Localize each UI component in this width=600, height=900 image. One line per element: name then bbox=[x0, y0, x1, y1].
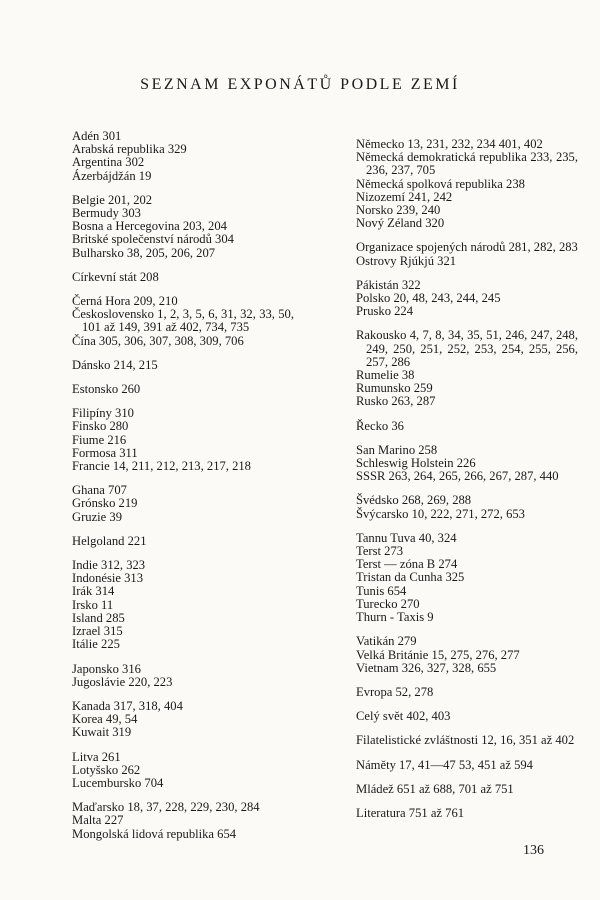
index-entry: Thurn - Taxis 9 bbox=[356, 610, 434, 625]
entry-group bbox=[356, 635, 578, 675]
entry-group bbox=[356, 807, 578, 820]
index-entry: Finsko 280 bbox=[72, 419, 129, 434]
page-title: SEZNAM EXPONÁTŮ PODLE ZEMÍ bbox=[140, 76, 460, 93]
entry-group bbox=[356, 734, 578, 747]
entry-group bbox=[356, 444, 578, 484]
index-entry: Terst — zóna B 274 bbox=[356, 557, 458, 572]
index-entry: Grónsko 219 bbox=[72, 496, 138, 511]
index-entry: Island 285 bbox=[72, 610, 125, 625]
index-entry: Vatikán 279 bbox=[356, 634, 417, 649]
index-entry: Francie 14, 211, 212, 213, 217, 218 bbox=[72, 459, 251, 474]
index-entry: Filatelistické zvláštnosti 12, 16, 351 až 402 bbox=[356, 733, 575, 748]
index-entry: Mládež 651 až 688, 701 až 751 bbox=[356, 781, 514, 796]
entry-group bbox=[356, 783, 578, 796]
index-entry: Argentina 302 bbox=[72, 155, 145, 170]
index-entry: Švýcarsko 10, 222, 271, 272, 653 bbox=[356, 506, 525, 521]
index-entry: Gruzie 39 bbox=[72, 509, 123, 524]
index-entry: Helgoland 221 bbox=[72, 533, 147, 548]
index-entry: Bosna a Hercegovina 203, 204 bbox=[72, 219, 227, 234]
index-entry: SSSR 263, 264, 265, 266, 267, 287, 440 bbox=[356, 469, 559, 484]
index-entry: Církevní stát 208 bbox=[72, 269, 159, 284]
index-entry: Nizozemí 241, 242 bbox=[356, 189, 453, 204]
entry-group bbox=[356, 279, 578, 319]
index-entry: Maďarsko 18, 37, 228, 229, 230, 284 bbox=[72, 800, 260, 815]
index-entry: Ghana 707 bbox=[72, 483, 127, 498]
index-entry: Rusko 263, 287 bbox=[356, 394, 436, 409]
index-entry: Izrael 315 bbox=[72, 624, 123, 639]
index-entry: Japonsko 316 bbox=[72, 661, 141, 676]
index-entry: Kuwait 319 bbox=[72, 725, 132, 740]
entry-group bbox=[72, 295, 294, 348]
index-entry: Pákistán 322 bbox=[356, 277, 421, 292]
index-entry: Malta 227 bbox=[72, 813, 124, 828]
index-entry: Filipíny 310 bbox=[72, 406, 134, 421]
index-entry: Literatura 751 až 761 bbox=[356, 805, 465, 820]
index-entry: Bulharsko 38, 205, 206, 207 bbox=[72, 245, 216, 260]
entry-group bbox=[356, 710, 578, 723]
index-entry: Náměty 17, 41—47 53, 451 až 594 bbox=[356, 757, 533, 772]
index-entry: Německá spolková republika 238 bbox=[356, 176, 525, 191]
index-entry: Fiume 216 bbox=[72, 432, 127, 447]
index-entry: Ostrovy Rjúkjú 321 bbox=[356, 253, 457, 268]
index-entry: Dánsko 214, 215 bbox=[72, 357, 158, 372]
entry-group bbox=[72, 383, 294, 396]
index-entry: Belgie 201, 202 bbox=[72, 192, 153, 207]
index-entry: Rakousko 4, 7, 8, 34, 35, 51, 246, 247, 248, 249, 250, 251, 252, 253, 254, 255, 256, 257, 286 bbox=[356, 328, 578, 369]
entry-group bbox=[356, 686, 578, 699]
index-entry: Terst 273 bbox=[356, 544, 404, 559]
entry-group bbox=[72, 535, 294, 548]
index-entry: Řecko 36 bbox=[356, 418, 404, 433]
entry-group bbox=[72, 663, 294, 689]
index-entry: Irsko 11 bbox=[72, 597, 114, 612]
index-entry: Tannu Tuva 40, 324 bbox=[356, 530, 457, 545]
entry-group bbox=[356, 759, 578, 772]
entry-group bbox=[356, 494, 578, 520]
index-entry: Litva 261 bbox=[72, 749, 121, 764]
index-entry: Prusko 224 bbox=[356, 304, 414, 319]
entry-group bbox=[356, 138, 578, 230]
entry-group bbox=[356, 329, 578, 408]
entry-group bbox=[72, 194, 294, 260]
index-entry: Turecko 270 bbox=[356, 596, 420, 611]
index-entry: Indonésie 313 bbox=[72, 571, 143, 586]
index-entry: Velká Británie 15, 275, 276, 277 bbox=[356, 647, 520, 662]
index-entry: Polsko 20, 48, 243, 244, 245 bbox=[356, 291, 501, 306]
index-entry: Korea 49, 54 bbox=[72, 712, 138, 727]
index-entry: Organizace spojených národů 281, 282, 283 bbox=[356, 240, 578, 255]
index-entry: Britské společenství národů 304 bbox=[72, 232, 234, 247]
index-entry: Švédsko 268, 269, 288 bbox=[356, 493, 472, 508]
index-entry: Německá demokratická republika 233, 235, 236, 237, 705 bbox=[356, 150, 578, 178]
index-entry: Celý svět 402, 403 bbox=[356, 709, 451, 724]
entry-group bbox=[356, 532, 578, 624]
index-entry: Evropa 52, 278 bbox=[356, 684, 434, 699]
index-entry: Československo 1, 2, 3, 5, 6, 31, 32, 33, 50, 101 až 149, 391 až 402, 734, 735 bbox=[72, 307, 294, 335]
entry-group bbox=[72, 801, 294, 841]
index-entry: Rumunsko 259 bbox=[356, 381, 433, 396]
index-entry: Irák 314 bbox=[72, 584, 115, 599]
page-number: 136 bbox=[523, 843, 544, 858]
index-entry: Vietnam 326, 327, 328, 655 bbox=[356, 660, 497, 675]
entry-group bbox=[72, 130, 294, 183]
index-entry: Německo 13, 231, 232, 234 401, 402 bbox=[356, 137, 543, 151]
entry-group bbox=[356, 420, 578, 433]
index-entry: Indie 312, 323 bbox=[72, 558, 146, 573]
entry-group bbox=[72, 559, 294, 651]
entry-group bbox=[356, 241, 578, 267]
index-entry: Jugoslávie 220, 223 bbox=[72, 674, 173, 689]
index-entry: Schleswig Holstein 226 bbox=[356, 456, 476, 471]
index-entry: Nový Zéland 320 bbox=[356, 216, 445, 231]
entry-group bbox=[72, 359, 294, 372]
entry-group bbox=[72, 271, 294, 284]
index-entry: Čína 305, 306, 307, 308, 309, 706 bbox=[72, 333, 244, 348]
index-entry: Bermudy 303 bbox=[72, 206, 141, 221]
index-entry: Adén 301 bbox=[72, 129, 122, 143]
index-entry: Itálie 225 bbox=[72, 637, 120, 652]
index-entry: Tristan da Cunha 325 bbox=[356, 570, 465, 585]
entry-group bbox=[72, 700, 294, 740]
index-entry: Lotyšsko 262 bbox=[72, 762, 141, 777]
index-entry: Tunis 654 bbox=[356, 583, 407, 598]
index-column-right bbox=[356, 138, 578, 831]
index-entry: Norsko 239, 240 bbox=[356, 203, 441, 218]
index-entry: Ázerbájdžán 19 bbox=[72, 168, 152, 183]
index-entry: Kanada 317, 318, 404 bbox=[72, 698, 183, 713]
index-entry: Rumelie 38 bbox=[356, 368, 415, 383]
index-entry: Mongolská lidová republika 654 bbox=[72, 826, 237, 841]
index-entry: Estonsko 260 bbox=[72, 382, 141, 397]
index-entry: Lucembursko 704 bbox=[72, 775, 164, 790]
index-entry: Formosa 311 bbox=[72, 445, 138, 460]
entry-group bbox=[72, 484, 294, 524]
index-entry: Černá Hora 209, 210 bbox=[72, 294, 178, 309]
index-column-left bbox=[72, 130, 294, 852]
index-entry: Arabská republika 329 bbox=[72, 142, 187, 157]
index-entry: San Marino 258 bbox=[356, 442, 438, 457]
entry-group bbox=[72, 751, 294, 791]
entry-group bbox=[72, 407, 294, 473]
